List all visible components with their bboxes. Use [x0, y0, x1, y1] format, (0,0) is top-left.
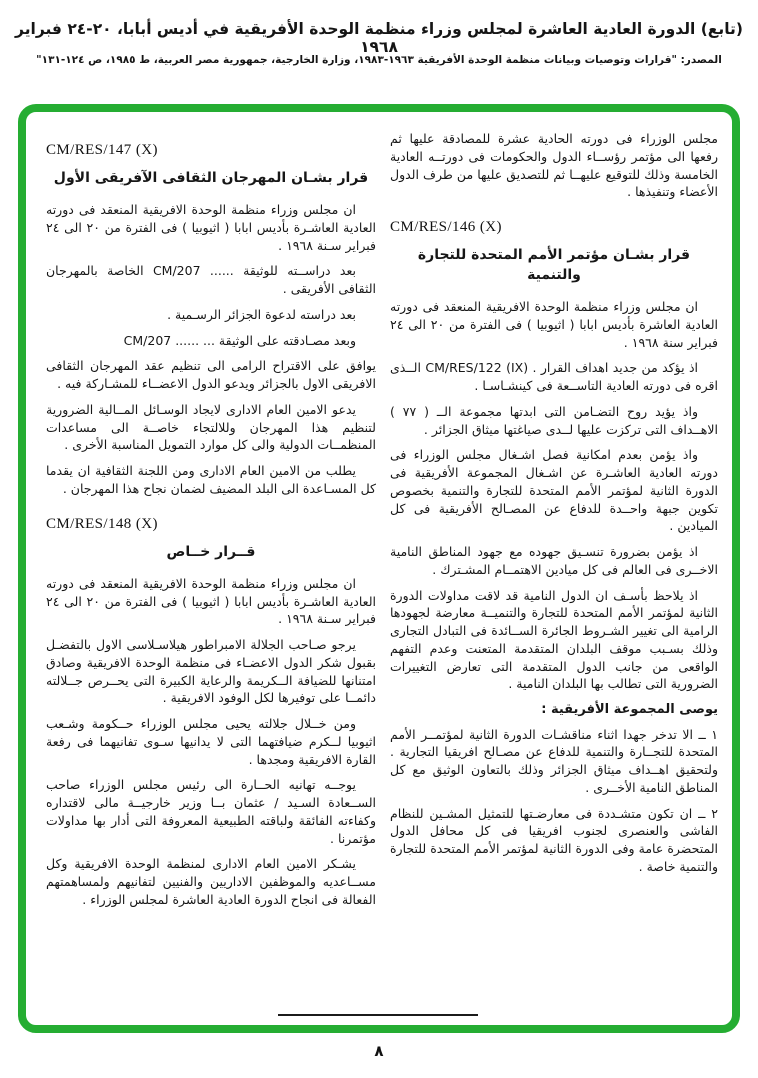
paragraph: يطلب من الامين العام الادارى ومن اللجنة الثقافية ان يقدما كل المسـاعدة الى البلد المضيف لضمان نجاح هذا المهرجان .	[46, 463, 376, 496]
paragraph: بعد دراسته لدعوة الجزائر الرسـمية .	[167, 306, 356, 322]
paragraph: وبعد مصـادقته على الوثيقة ... ...... CM/207	[123, 332, 356, 348]
recommendation-item-2: ٢ ــ ان تكون متشـددة فى معارضـتها للتمثيل المشـين للنظام الفاشى والعنصرى لجنوب افريقيا فى كل محافل الدول المتحضرة عامة وفى الدورة الثانية لمؤتمر الأمم المتحدة للتجارة والتنمية خاصة .	[390, 805, 718, 874]
paragraph: يشـكر الامين العام الادارى لمنظمة الوحدة الافريقية وكل مســاعديه والموظفين الاداريين والفنيين لتفانيهم ولمساهمتهم الفعالة فى انجاح الدورة العادية العاشرة لمجلس الوزراء .	[46, 856, 376, 907]
paragraph: يوجــه تهانيه الحــارة الى رئيس مجلس الوزراء صاحب الســعادة السـيد / عثمان بــا وزير خارجيــة مالى لاقتداره وكفاءته الفائقة ولباقته الطبيعية المعروفة التى أدار بها مداولات مؤتمرنا .	[46, 777, 376, 846]
recommendation-item-1: ١ ــ الا تدخر جهدا اثناء مناقشـات الدورة الثانية لمؤتمــر الأمم المتحدة للتجــارة والتنمية للدفاع عن مصـالح افريقيا التجارية . ولتحقيق اهــداف ميثاق الجزائر وذلك بالتعاون الوثيق مع كل المناطق النامية الأخــرى .	[390, 726, 718, 795]
recommendation-heading: يوصى المجموعة الأفريقية :	[541, 702, 718, 718]
paragraph: اذ يؤكد من جديد اهداف القرار . CM/RES/122 (IX) الــذى اقره فى دورته العادية التاســعة فى كينشـاسـا .	[390, 360, 718, 394]
page-number: ٨	[374, 1042, 384, 1060]
paragraph: واذ يؤيد روح التضـامن التى ابدتها مجموعة الــ ( ٧٧ ) الاهــداف التى تركزت عليها لــدى صياغتها ميثاق الجزائر .	[390, 403, 718, 437]
resolution-title-148: قــرار خــاص	[166, 543, 256, 560]
column-left	[46, 138, 376, 1010]
paragraph: ومن خــلال جلالته يحيى مجلس الوزراء حــكومة وشـعب اثيوبيا لــكرم ضيافتهما التى لا يدانيها سـوى تفانيهما فى رفعة القارة الافريقية ومجدها .	[46, 716, 376, 767]
page-header-title: (تابع) الدورة العادية العاشرة لمجلس وزراء منظمة الوحدة الأفريقية في أديس أبابا، ٢٠-٢٤ فبراير ١٩٦٨	[15, 20, 743, 56]
paragraph: يوافق على الاقتراح الرامى الى تنظيم عقد المهرجان الثقافى الافريقى الاول بالجزائر ويدعو الدول الاعضــاء للمشـاركة فيه .	[46, 358, 376, 392]
resolution-code-148: CM/RES/148 (X)	[46, 515, 158, 532]
paragraph: ان مجلس وزراء منظمة الوحدة الافريقية المنعقد فى دورته العادية العاشرة بأديس ابابا ( اثيوبيا ) فى الفترة من ٢٠ الى ٢٤ فبراير سنة ١٩٦٨ .	[390, 299, 718, 350]
footer-divider-rule	[278, 1014, 478, 1016]
resolution-code-147: CM/RES/147 (X)	[46, 142, 158, 158]
paragraph: بعد دراســته للوثيقة ...... CM/207 الخاصة بالمهرجان الثقافى الأفريقى .	[46, 263, 376, 297]
resolution-title-147: قرار بشـان المهرجان الثقافى الآفريقى الأول	[53, 170, 369, 187]
resolution-title-146: قرار بشـان مؤتمر الأمم المتحدة للتجارة والتنمية	[417, 247, 691, 284]
paragraph: اذ يؤمن بضرورة تنسـيق جهوده مع جهود المناطق النامية الاخــرى فى العالم فى كل ميادين الاهتمــام المشـترك .	[390, 544, 718, 577]
page-header-source: المصدر: "قرارات وتوصيات وبيانات منظمة الوحدة الأفريقية ١٩٦٣-١٩٨٣، وزارة الخارجية، جمهورية مصر العربية، ط ١٩٨٥، ص ١٢٤-١٣١"	[36, 54, 722, 66]
paragraph: ان مجلس وزراء منظمة الوحدة الافريقية المنعقد فى دورته العادية العاشـرة بأديس ابابا ( اثيوبيا ) فى الفترة من ٢٠ الى ٢٤ فبراير سـنة ١٩٦٨ .	[46, 202, 376, 253]
paragraph: واذ يؤمن بعدم امكانية فصل اشـغال مجلس الوزراء فى دورته العادية العاشـرة عن اشـغال المجموعة الأفريقية فى الدورة الثانية لمؤتمر الأمم المتحدة للتجارة والتنمية بخصوص تكوين جبهة واحــدة للدفاع عن المصـالح الأفريقية فى كل الميادين .	[390, 447, 718, 534]
paragraph: اذ يلاحظ بأسـف ان الدول النامية قد لاقت مداولات الدورة الثانية لمؤتمر الأمم المتحدة للتجارة والتنميــة معارضة لجهودها الرامية الى تغيير الشـروط الجائرة الســائدة فى التبادل التجارى وذلك بسـبب موقف البلدان المتقدمة المتعنت وعدم التفهم الواقعى من جانب الدول المتقدمة التى تعارض التغييرات الضرورية التى تطالب بها البلدان النامية .	[390, 587, 718, 692]
continuation-paragraph: مجلس الوزراء فى دورته الحادية عشرة للمصادقة عليها ثم رفعها الى مؤتمر رؤســاء الدول والحكومات فى دورتــه العادية الخامسة وذلك للتوقيع عليهــا ثم للتصديق عليها من طرف الدول الأعضاء وتنفيذها .	[390, 131, 718, 200]
paragraph: يدعو الامين العام الادارى لايجاد الوسـائل المــالية الضرورية لتنظيم هذا المهرجان وللالتجاء خاصــة الى مساعدات المنظمــات الدولية والى كل موارد التمويل المناسبة الأخرى .	[46, 401, 376, 453]
column-right	[390, 130, 718, 1010]
paragraph: يرجو صـاحب الجلالة الامبراطور هيلاسـلاسى الاول بالتفضـل بقبول شكر الدول الاعضـاء فى منظمة الوحدة الافريقية وصادق امتنانها للضيافة الــكريمة والرعاية الكبيرة التى يحــرص جــلالته دائمــا على توفيرها لكل الوفود الافريقية .	[46, 637, 376, 706]
paragraph: ان مجلس وزراء منظمة الوحدة الافريقية المنعقد فى دورته العادية العاشـرة بأديس ابابا ( اثيوبيا ) فى الفترة من ٢٠ الى ٢٤ فبراير سـنة ١٩٦٨ .	[46, 575, 376, 627]
resolution-code-146: CM/RES/146 (X)	[390, 219, 502, 235]
